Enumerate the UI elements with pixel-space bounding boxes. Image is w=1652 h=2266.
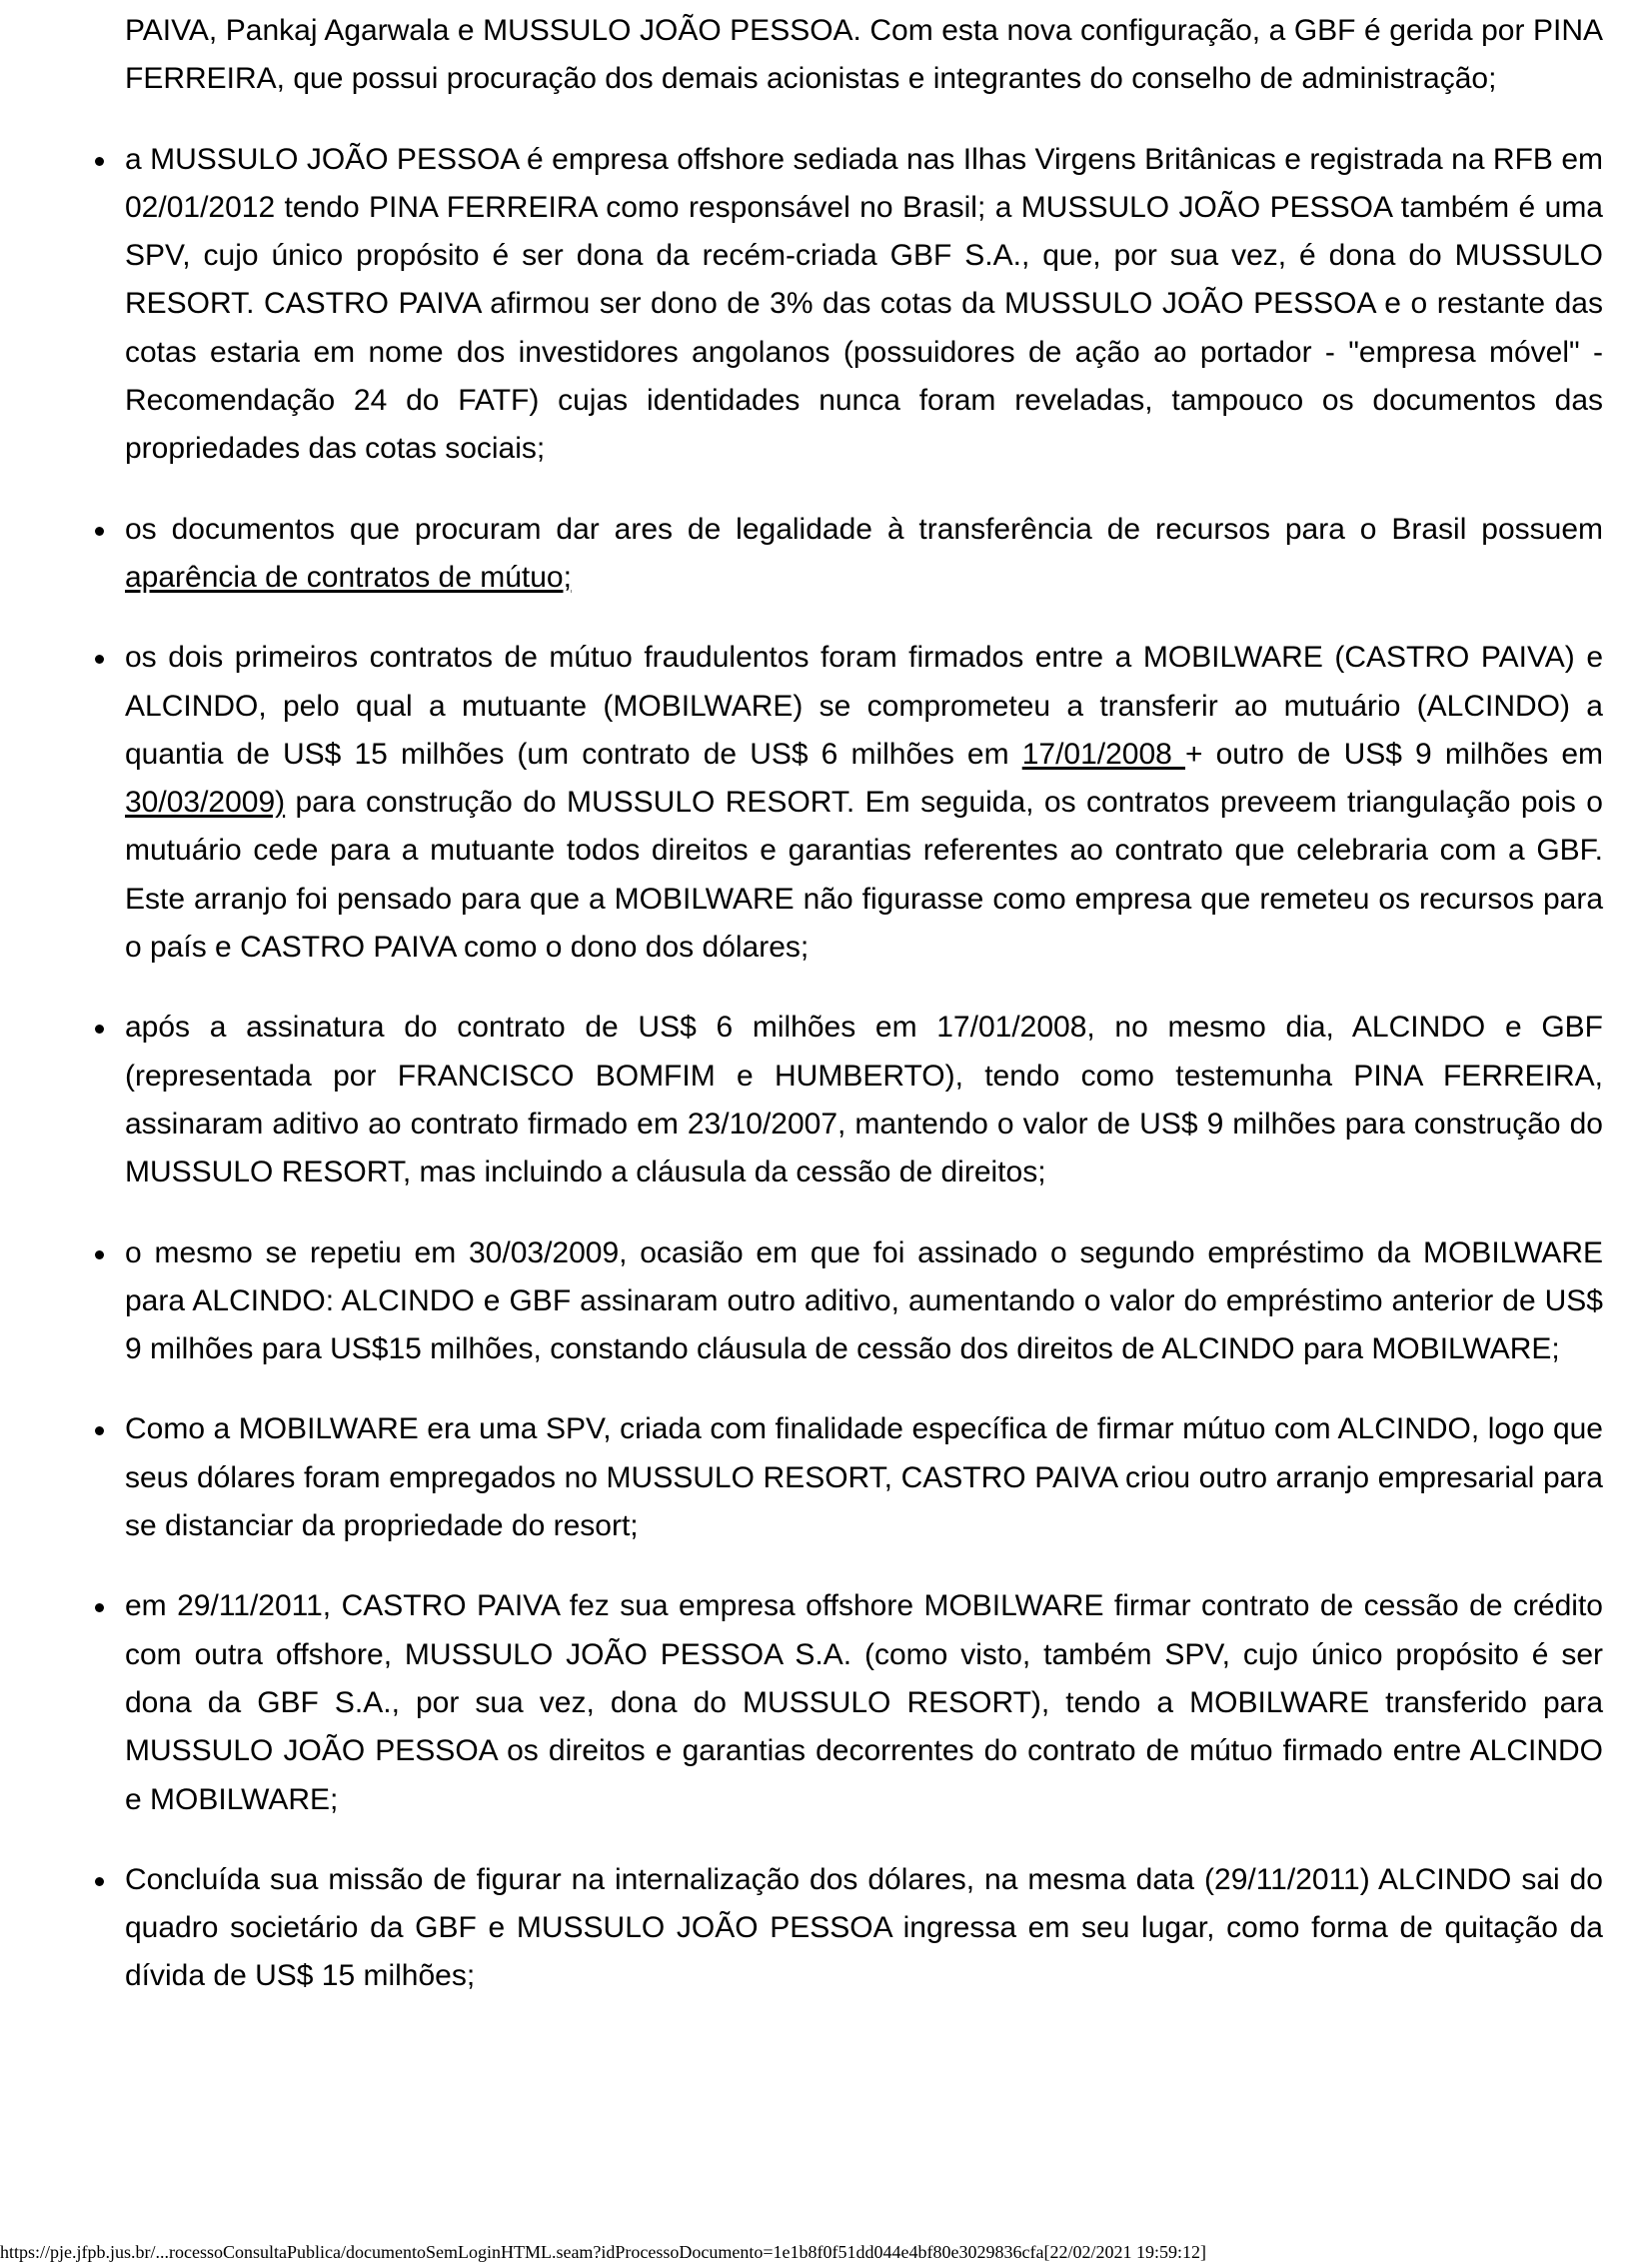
list-item-text: + outro de US$ 9 milhões em [1184, 737, 1603, 771]
bullet-icon [95, 1025, 104, 1034]
list-item-text: o mesmo se repetiu em 30/03/2009, ocasião em que foi assinado o segundo empréstimo da MOBILWARE para ALCINDO: ALCINDO e GBF assinaram outro aditivo, aumentando o valor do empréstimo anterior de US$ 9 milhões para US$15 milhões, constando cláusula de cessão dos direitos de ALCINDO para MOBILWARE; [125, 1235, 1603, 1366]
bullet-icon [95, 527, 104, 536]
list-item-text: os dois primeiros contratos de mútuo fraudulentos foram firmados entre a MOBILWARE (CASTRO PAIVA) e ALCINDO, pelo qual a mutuante (MOBILWARE) se comprometeu a transferir ao mutuário (ALCINDO) a quantia de US$ 15 milhões (um contrato de US$ 6 milhões em [125, 641, 1603, 771]
bullet-icon [95, 1603, 104, 1612]
list-item [125, 634, 1603, 972]
bullet-list [125, 136, 1603, 2001]
list-item [125, 1582, 1603, 1823]
underlined-text: aparência de contratos de mútuo; [125, 560, 572, 594]
list-item [125, 1229, 1603, 1374]
list-item [125, 1004, 1603, 1196]
list-item [125, 506, 1603, 603]
list-item [125, 136, 1603, 474]
continued-paragraph: PAIVA, Pankaj Agarwala e MUSSULO JOÃO PESSOA. Com esta nova configuração, a GBF é gerida por PINA FERREIRA, que possui procuração dos demais acionistas e integrantes do conselho de administração; [125, 14, 1603, 96]
list-item-text: após a assinatura do contrato de US$ 6 milhões em 17/01/2008, no mesmo dia, ALCINDO e GBF (representada por FRANCISCO BOMFIM e HUMBERTO), tendo como testemunha PINA FERREIRA, assinaram aditivo ao contrato firmado em 23/10/2007, mantendo o valor de US$ 9 milhões para construção do MUSSULO RESORT, mas incluindo a cláusula da cessão de direitos; [125, 1011, 1603, 1189]
bullet-icon [95, 655, 104, 664]
list-item [125, 1856, 1603, 2001]
print-footer-url: https://pje.jfpb.jus.br/...rocessoConsultaPublica/documentoSemLoginHTML.seam?idProcessoDocumento=1e1b8f0f51dd044e4bf80e3029836cfa[22/02/2021 19:59:12] [0, 2242, 1206, 2262]
bullet-icon [95, 1426, 104, 1435]
list-item [125, 1405, 1603, 1550]
bullet-icon [95, 1250, 104, 1259]
list-item-text: Como a MOBILWARE era uma SPV, criada com finalidade específica de firmar mútuo com ALCINDO, logo que seus dólares foram empregados no MUSSULO RESORT, CASTRO PAIVA criou outro arranjo empresarial para se distanciar da propriedade do resort; [125, 1412, 1603, 1543]
list-item-text: Concluída sua missão de figurar na internalização dos dólares, na mesma data (29/11/2011) ALCINDO sai do quadro societário da GBF e MUSSULO JOÃO PESSOA ingressa em seu lugar, como forma de quitação da dívida de US$ 15 milhões; [125, 1862, 1603, 1993]
list-item-text: para construção do MUSSULO RESORT. Em seguida, os contratos preveem triangulação pois o mutuário cede para a mutuante todos direitos e garantias referentes ao contrato que celebraria com a GBF. Este arranjo foi pensado para que a MOBILWARE não figurasse como empresa que remeteu os recursos para o país e CASTRO PAIVA como o dono dos dólares; [125, 786, 1603, 965]
underlined-date: 30/03/2009) [125, 786, 286, 820]
document-body [125, 0, 1603, 2001]
list-item-text: os documentos que procuram dar ares de legalidade à transferência de recursos para o Brasil possuem [125, 512, 1603, 546]
bullet-icon [95, 1877, 104, 1886]
list-item-text: em 29/11/2011, CASTRO PAIVA fez sua empresa offshore MOBILWARE firmar contrato de cessão de crédito com outra offshore, MUSSULO JOÃO PESSOA S.A. (como visto, também SPV, cujo único propósito é ser dona da GBF S.A., por sua vez, dona do MUSSULO RESORT), tendo a MOBILWARE transferido para MUSSULO JOÃO PESSOA os direitos e garantias decorrentes do contrato de mútuo firmado entre ALCINDO e MOBILWARE; [125, 1589, 1603, 1816]
bullet-icon [95, 157, 104, 166]
list-item-text: a MUSSULO JOÃO PESSOA é empresa offshore sediada nas Ilhas Virgens Britânicas e registrada na RFB em 02/01/2012 tendo PINA FERREIRA como responsável no Brasil; a MUSSULO JOÃO PESSOA também é uma SPV, cujo único propósito é ser dona da recém-criada GBF S.A., que, por sua vez, é dona do MUSSULO RESORT. CASTRO PAIVA afirmou ser dono de 3% das cotas da MUSSULO JOÃO PESSOA e o restante das cotas estaria em nome dos investidores angolanos (possuidores de ação ao portador - "empresa móvel" - Recomendação 24 do FATF) cujas identidades nunca foram reveladas, tampouco os documentos das propriedades das cotas sociais; [125, 142, 1603, 466]
underlined-date: 17/01/2008 [1021, 737, 1185, 771]
